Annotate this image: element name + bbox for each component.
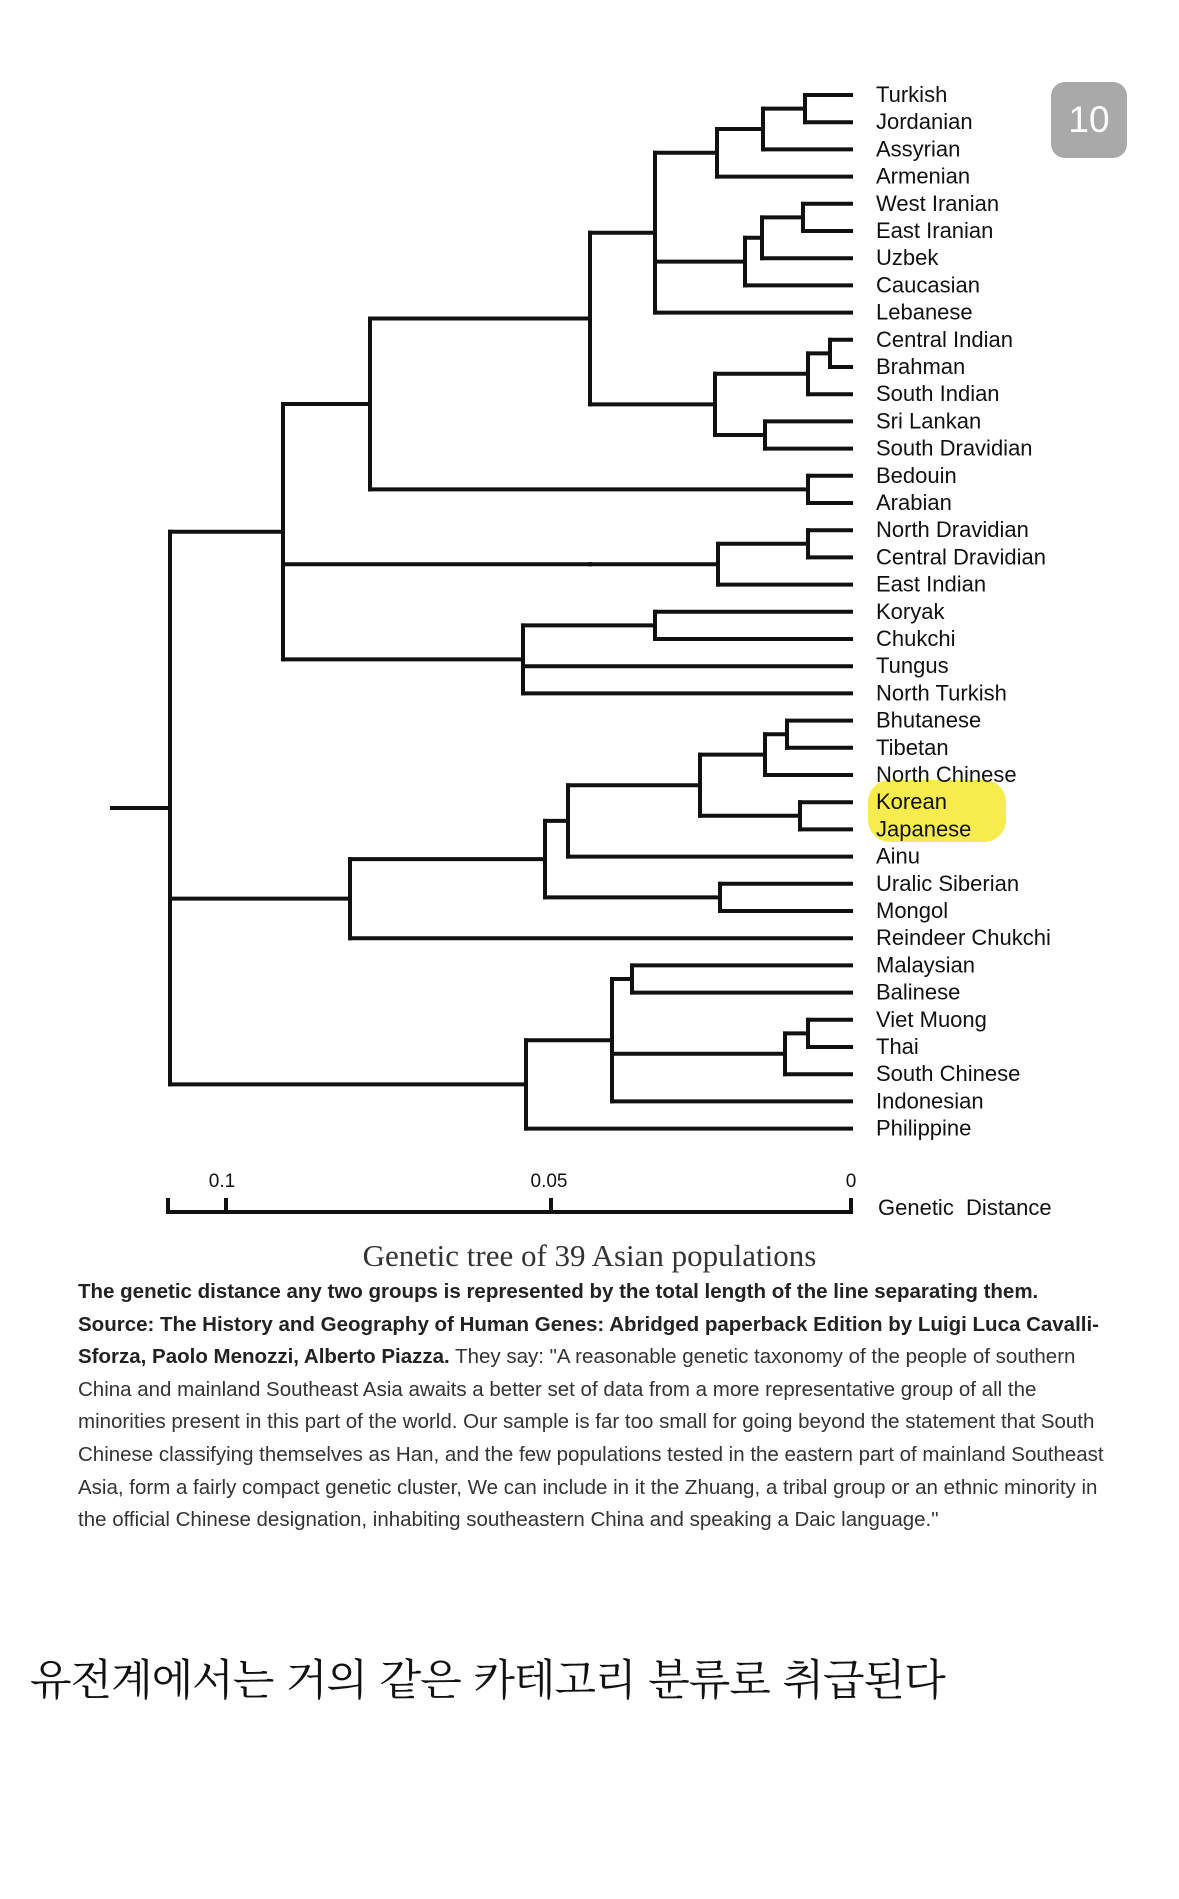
population-label: Bhutanese [876, 707, 982, 733]
population-label: South Indian [876, 381, 1000, 407]
korean-comment: 유전계에서는 거의 같은 카테고리 분류로 취급된다 [30, 1656, 945, 1706]
population-label: Brahman [876, 354, 966, 379]
population-label: Tungus [876, 653, 949, 679]
population-label: Japanese [876, 816, 972, 842]
population-labels [876, 82, 1051, 1141]
population-label: North Chinese [876, 762, 1017, 787]
population-label: Tibetan [876, 734, 949, 760]
caption-source: The genetic distance any two groups is represented by the total length of the line separating them. Source: The History and Geography of Human Genes: Abridged paperback Edition by Luigi Luca Cavalli-Sforza, Paolo Menozzi, Alberto Piazza. [78, 1280, 1099, 1369]
population-label: Uzbek [876, 245, 939, 271]
population-label: Chukchi [876, 626, 956, 651]
population-label: Korean [876, 789, 947, 815]
population-label: Jordanian [876, 109, 973, 135]
population-label: Armenian [876, 163, 971, 189]
population-label: Sri Lankan [876, 408, 982, 434]
distance-axis [168, 1171, 1052, 1220]
axis-tick-0.05: 0.05 [530, 1171, 568, 1192]
population-label: Philippine [876, 1115, 972, 1141]
caption-quote: They say: "A reasonable genetic taxonomy of the people of southern China and mainland Southeast Asia awaits a better set of data from a more representative group of all the minorities present in this part of the world. Our sample is far too small for going beyond the statement that South Chinese classifying themselves as Han, and the few populations tested in the eastern part of mainland Southeast Asia, form a fairly compact genetic cluster, We can include in it the Zhuang, a tribal group or an ethnic minority in the official Chinese designation, inhabiting southeastern China and speaking a Daic language." [78, 1345, 1104, 1532]
population-label: North Turkish [876, 680, 1007, 706]
axis-label: Genetic Distance [878, 1195, 1052, 1220]
population-label: Bedouin [876, 462, 957, 488]
population-label: West Iranian [876, 190, 1000, 216]
population-label: Arabian [876, 490, 952, 515]
population-label: Central Indian [876, 326, 1013, 352]
population-label: East Indian [876, 571, 987, 597]
figure-caption [78, 1276, 1118, 1537]
population-label: Reindeer Chukchi [876, 925, 1051, 951]
figure-title: Genetic tree of 39 Asian populations [362, 1238, 817, 1273]
axis-tick-0.1: 0.1 [208, 1171, 236, 1192]
population-label: North Dravidian [876, 517, 1029, 543]
population-label: Uralic Siberian [876, 870, 1020, 896]
page-number-badge: 10 [1051, 82, 1127, 158]
population-label: East Iranian [876, 218, 994, 243]
population-label: Balinese [876, 979, 961, 1005]
population-label: Malaysian [876, 952, 976, 978]
population-label: Ainu [876, 843, 921, 869]
population-label: Central Dravidian [876, 544, 1046, 570]
population-label: Indonesian [876, 1088, 984, 1114]
population-label: South Chinese [876, 1061, 1021, 1087]
population-label: Koryak [876, 598, 945, 624]
population-label: Mongol [876, 898, 949, 923]
population-label: Viet Muong [876, 1006, 987, 1032]
axis-tick-0: 0 [845, 1171, 857, 1192]
population-label: Assyrian [876, 136, 961, 162]
tree-branches [112, 95, 851, 1129]
population-label: Thai [876, 1034, 919, 1059]
population-label: Caucasian [876, 272, 980, 298]
population-label: Turkish [876, 82, 948, 107]
population-label: South Dravidian [876, 435, 1033, 461]
population-label: Lebanese [876, 299, 973, 325]
